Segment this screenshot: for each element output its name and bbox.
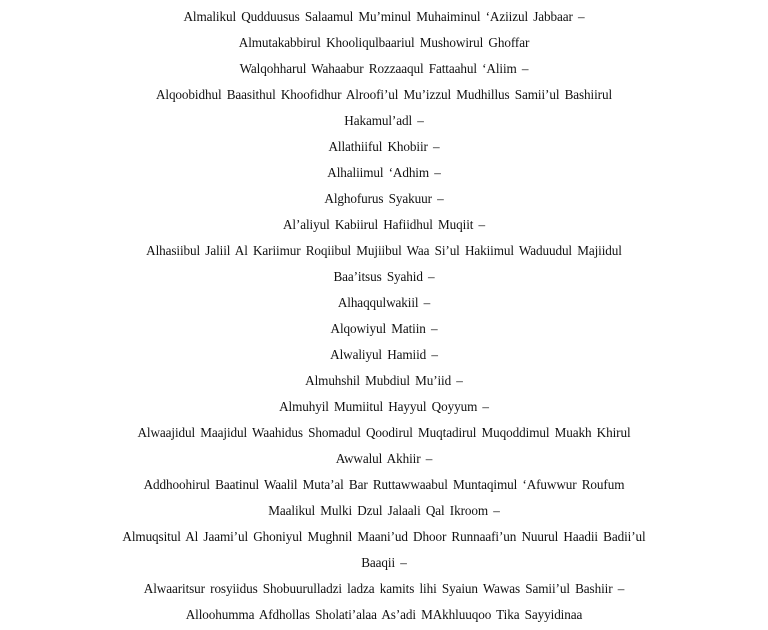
text-line-8: Alghofurus Syakuur – bbox=[324, 191, 444, 206]
text-line-3: Walqohharul Wahaabur Rozzaaqul Fattaahul ‘Aliim – bbox=[239, 61, 529, 76]
text-line-22: Baaqii – bbox=[361, 555, 407, 570]
text-line-7: Alhaliimul ‘Adhim – bbox=[327, 165, 441, 180]
text-line-15: Almuhshil Mubdiul Mu’iid – bbox=[305, 373, 463, 388]
text-line-9: Al’aliyul Kabiirul Hafiidhul Muqiit – bbox=[282, 217, 486, 232]
text-line-1: Almalikul Qudduusus Salaamul Mu’minul Muhaiminul ‘Aziizul Jabbaar – bbox=[183, 9, 585, 24]
text-line-12: Alhaqqulwakiil – bbox=[337, 295, 431, 310]
text-line-17: Alwaajidul Maajidul Waahidus Shomadul Qoodirul Muqtadirul Muqoddimul Muakh Khirul bbox=[137, 425, 631, 440]
text-line-2: Almutakabbirul Khooliqulbaariul Mushowirul Ghoffar bbox=[238, 35, 530, 50]
text-line-6: Allathiiful Khobiir – bbox=[328, 139, 440, 154]
text-line-14: Alwaliyul Hamiid – bbox=[330, 347, 438, 362]
text-line-18: Awwalul Akhiir – bbox=[335, 451, 433, 466]
text-line-16: Almuhyil Mumiitul Hayyul Qoyyum – bbox=[279, 399, 489, 414]
text-line-20: Maalikul Mulki Dzul Jalaali Qal Ikroom – bbox=[268, 503, 500, 518]
text-line-5: Hakamul’adl – bbox=[344, 113, 424, 128]
text-line-19: Addhoohirul Baatinul Waalil Muta’al Bar Ruttawwaabul Muntaqimul ‘Afuwwur Roufum bbox=[143, 477, 625, 492]
text-line-13: Alqowiyul Matiin – bbox=[330, 321, 438, 336]
text-line-21: Almuqsitul Al Jaami’ul Ghoniyul Mughnil Maani’ud Dhoor Runnaafi’un Nuurul Haadii Badii’ul bbox=[122, 529, 646, 544]
text-line-23: Alwaaritsur rosyiidus Shobuurulladzi ladza kamits lihi Syaiun Wawas Samii’ul Bashiir – bbox=[143, 581, 625, 596]
text-line-10: Alhasiibul Jaliil Al Kariimur Roqiibul Mujiibul Waa Si’ul Hakiimul Waduudul Majiidul bbox=[146, 243, 622, 258]
text-line-4: Alqoobidhul Baasithul Khoofidhur Alroofi’ul Mu’izzul Mudhillus Samii’ul Bashiirul bbox=[155, 87, 613, 102]
text-line-24: Alloohumma Afdhollas Sholati’alaa As’adi MAkhluuqoo Tika Sayyidinaa bbox=[185, 607, 583, 622]
text-line-11: Baa’itsus Syahid – bbox=[333, 269, 435, 284]
